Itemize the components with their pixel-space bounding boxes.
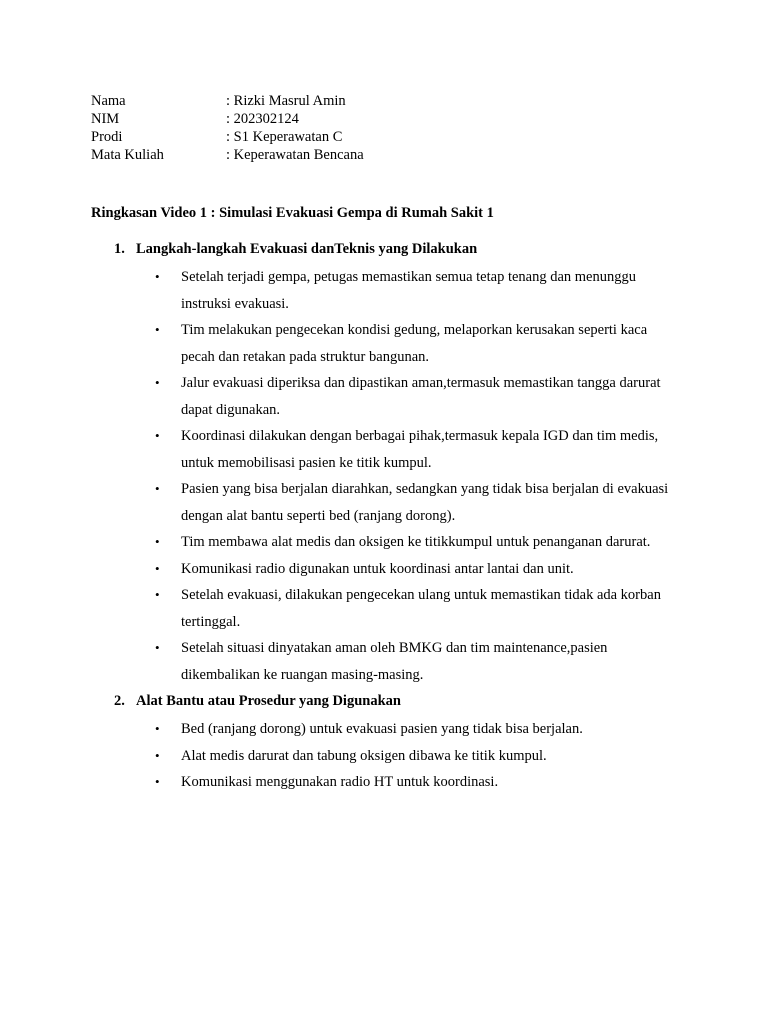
list-item-text: Setelah evakuasi, dilakukan pengecekan ulang untuk memastikan tidak ada korban tertinggal. — [181, 587, 661, 630]
bullet-list — [114, 264, 694, 688]
list-item — [114, 556, 694, 583]
list-item-text: Komunikasi radio digunakan untuk koordinasi antar lantai dan unit. — [181, 560, 574, 577]
bullet-icon: • — [155, 774, 160, 789]
list-item — [114, 743, 694, 770]
info-value: : 202302124 — [226, 111, 299, 127]
bullet-icon: • — [155, 560, 160, 576]
info-row-nama — [91, 92, 364, 110]
list-item-text: Bed (ranjang dorong) untuk evakuasi pasien yang tidak bisa berjalan. — [181, 721, 583, 737]
bullet-icon: • — [155, 587, 160, 602]
list-item-text: Alat medis darurat dan tabung oksigen dibawa ke titik kumpul. — [181, 747, 547, 764]
list-item-text: Jalur evakuasi diperiksa dan dipastikan aman,termasuk memastikan tangga darurat dapat digunakan. — [181, 375, 661, 418]
section-evacuation-steps — [114, 240, 694, 688]
section-tools-procedures — [114, 692, 694, 796]
info-label: Nama — [91, 93, 126, 109]
list-item-text: Tim membawa alat medis dan oksigen ke titikkumpul untuk penanganan darurat. — [181, 534, 651, 550]
bullet-icon: • — [155, 747, 160, 763]
info-value: : Rizki Masrul Amin — [226, 93, 346, 109]
list-item — [114, 476, 694, 529]
list-item — [114, 582, 694, 635]
section-number: 1. — [114, 241, 125, 257]
list-item-text: Setelah terjadi gempa, petugas memastikan semua tetap tenang dan menunggu instruksi evakuasi. — [181, 269, 636, 312]
info-value: : S1 Keperawatan C — [226, 129, 343, 145]
info-row-nim — [91, 110, 364, 128]
student-info — [91, 92, 364, 164]
section-heading — [114, 240, 694, 258]
bullet-icon: • — [155, 721, 160, 736]
section-heading-text: Langkah-langkah Evakuasi danTeknis yang Dilakukan — [136, 241, 478, 257]
bullet-icon: • — [155, 269, 160, 284]
bullet-icon: • — [155, 481, 160, 496]
section-list — [114, 240, 694, 796]
bullet-icon: • — [155, 375, 160, 390]
list-item — [114, 635, 694, 688]
bullet-icon: • — [155, 428, 160, 443]
bullet-icon: • — [155, 534, 160, 549]
list-item-text: Setelah situasi dinyatakan aman oleh BMKG dan tim maintenance,pasien dikembalikan ke ruangan masing-masing. — [181, 640, 608, 683]
list-item — [114, 423, 694, 476]
list-item — [114, 716, 694, 743]
info-label: Prodi — [91, 129, 123, 145]
list-item — [114, 769, 694, 796]
section-heading-text: Alat Bantu atau Prosedur yang Digunakan — [136, 693, 401, 709]
info-row-prodi — [91, 128, 364, 146]
list-item — [114, 317, 694, 370]
list-item — [114, 529, 694, 556]
document-title: Ringkasan Video 1 : Simulasi Evakuasi Gempa di Rumah Sakit 1 — [91, 205, 494, 221]
bullet-icon: • — [155, 322, 160, 337]
list-item-text: Komunikasi menggunakan radio HT untuk koordinasi. — [181, 774, 499, 790]
list-item-text: Tim melakukan pengecekan kondisi gedung, melaporkan kerusakan seperti kaca pecah dan retakan pada struktur bangunan. — [181, 322, 648, 365]
list-item — [114, 370, 694, 423]
info-value: : Keperawatan Bencana — [226, 147, 364, 163]
list-item — [114, 264, 694, 317]
info-label: Mata Kuliah — [91, 147, 164, 163]
section-heading — [114, 692, 694, 710]
list-item-text: Koordinasi dilakukan dengan berbagai pihak,termasuk kepala IGD dan tim medis, untuk memobilisasi pasien ke titik kumpul. — [181, 428, 659, 471]
bullet-list — [114, 716, 694, 796]
info-label: NIM — [91, 111, 120, 127]
section-number: 2. — [114, 693, 125, 709]
list-item-text: Pasien yang bisa berjalan diarahkan, sedangkan yang tidak bisa berjalan di evakuasi dengan alat bantu seperti bed (ranjang dorong). — [181, 481, 669, 524]
info-row-mata-kuliah — [91, 146, 364, 164]
bullet-icon: • — [155, 640, 160, 655]
